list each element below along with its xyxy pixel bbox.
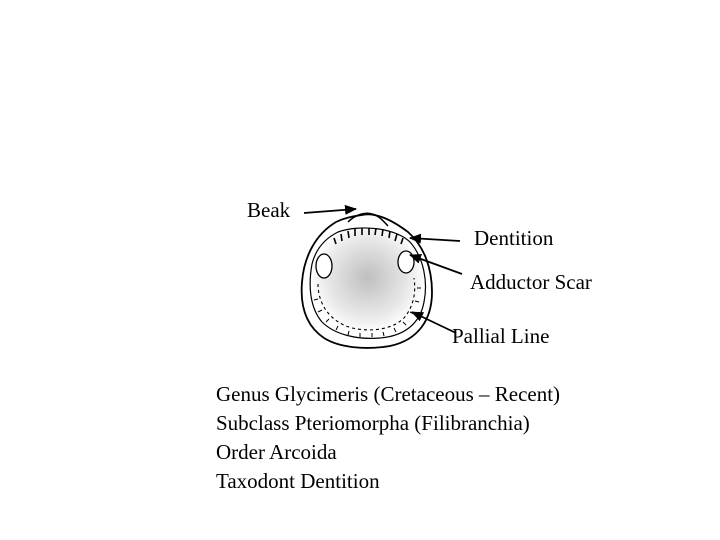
adductor-scar-left — [316, 254, 332, 278]
beak-label: Beak — [247, 198, 291, 222]
adductor-scar-right — [398, 251, 414, 273]
dentition-label: Dentition — [474, 226, 554, 250]
dentition-arrow — [410, 238, 460, 241]
pallial-line-label: Pallial Line — [452, 324, 550, 348]
caption-genus: Genus Glycimeris (Cretaceous – Recent) — [216, 382, 561, 406]
beak-arrow — [304, 209, 356, 213]
shell-inner-margin — [310, 228, 425, 338]
caption-order: Order Arcoida — [216, 440, 337, 464]
caption-subclass: Subclass Pteriomorpha (Filibranchia) — [216, 411, 530, 435]
adductor-scar-label: Adductor Scar — [470, 270, 592, 294]
taxonomy-caption — [216, 380, 560, 496]
caption-dentition: Taxodont Dentition — [216, 469, 380, 493]
